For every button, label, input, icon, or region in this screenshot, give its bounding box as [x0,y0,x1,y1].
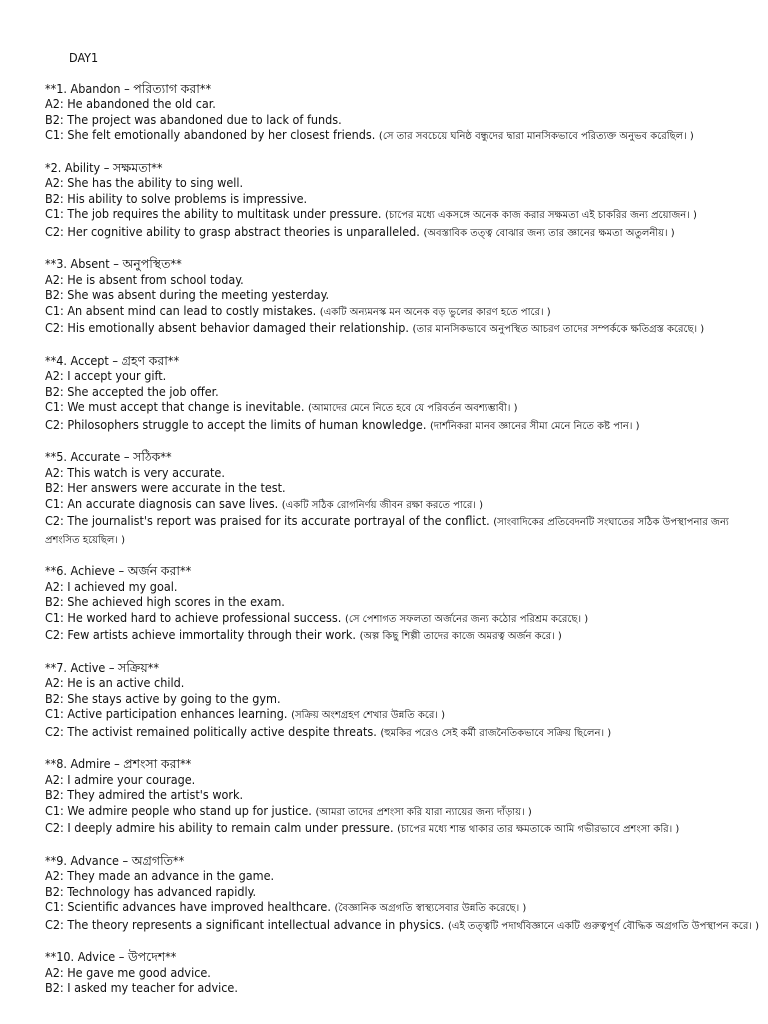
english-text: C2: Her cognitive ability to grasp abstract theories is unparalleled. [45,223,420,239]
day-title: DAY1 [69,50,99,65]
example-sentence [45,868,745,884]
english-text: B2: The project was abandoned due to lack of funds. [45,111,342,127]
bangla-translation: (আমরা তাদের প্রশংসা করি যারা ন্যায়ের জন্য দাঁড়ায়। ) [315,806,532,818]
english-text: C1: Scientific advances have improved healthcare. [45,899,331,914]
english-text: A2: I achieved my goal. [45,578,178,594]
english-text: C1: He worked hard to achieve professional success. [45,609,342,625]
example-sentence [45,287,745,303]
entry-heading: **6. Achieve – অর্জন করা** [45,563,192,578]
example-sentence [45,724,745,742]
english-text: C2: Few artists achieve immortality through their work. [45,627,356,642]
example-sentence [45,884,745,900]
example-sentence [45,480,745,496]
example-sentence [45,820,745,838]
bangla-translation: (একটি সঠিক রোগনির্ণয় জীবন রক্ষা করতে পারে। ) [281,499,483,511]
english-text: C1: Active participation enhances learning. [45,706,288,721]
english-text: C1: The job requires the ability to multitask under pressure. [45,206,382,221]
entry-heading: **9. Advance – অগ্রগতি** [45,852,185,868]
entry-heading: *2. Ability – সক্ষমতা** [45,159,163,175]
example-sentence [45,706,745,724]
example-sentence [45,465,745,481]
example-sentence [45,191,745,207]
bangla-translation: (তার মানসিকভাবে অনুপস্থিত আচরণ তাদের সম্পর্ককে ক্ষতিগ্রস্ত করেছে। ) [412,324,705,335]
entry-heading: **7. Active – সক্রিয়** [45,659,159,675]
bangla-translation: (এই তত্ত্বটি পদার্থবিজ্ঞানে একটি গুরুত্বপূর্ণ বৌদ্ধিক অগ্রগতি উপস্থাপন করে। ) [447,920,759,932]
vocab-entry [45,852,759,935]
bangla-translation: (অল্প কিছু শিল্পী তাদের কাজে অমরত্ব অর্জন করে। ) [359,631,562,642]
english-text: A2: This watch is very accurate. [45,464,225,480]
example-sentence [45,320,745,338]
example-sentence [45,691,745,707]
example-sentence [45,787,745,803]
english-text: B2: Her answers were accurate in the test. [45,480,286,495]
vocab-entry [45,256,745,338]
english-text: B2: She accepted the job offer. [45,383,219,399]
example-sentence [45,496,745,514]
example-sentence [45,610,745,628]
vocab-entry [45,449,745,548]
example-sentence [45,417,745,435]
example-sentence [45,594,745,610]
entry-heading: **5. Accurate – সঠিক** [45,449,172,464]
example-sentence [45,112,745,128]
vocab-entry [45,660,745,742]
example-sentence [45,127,745,145]
vocab-entry [45,81,745,145]
vocab-entry [45,949,745,996]
english-text: C1: She felt emotionally abandoned by her closest friends. [45,127,376,142]
english-text: C2: His emotionally absent behavior damaged their relationship. [45,320,409,335]
english-text: C2: I deeply admire his ability to remain calm under pressure. [45,820,394,835]
english-text: C1: An accurate diagnosis can save lives. [45,495,279,511]
english-text: C1: We admire people who stand up for justice. [45,802,312,818]
english-text: C1: An absent mind can lead to costly mistakes. [45,302,317,318]
vocab-entry [45,563,745,645]
bangla-translation: (চাপের মধ্যে একসঙ্গে অনেক কাজ করার সক্ষমতা এই চাকরির জন্য প্রয়োজন। ) [385,210,697,221]
bangla-translation: (দার্শনিকরা মানব জ্ঞানের সীমা মেনে নিতে কষ্ট পান। ) [429,420,640,432]
bangla-translation: (সে তার সবচেয়ে ঘনিষ্ঠ বন্ধুদের দ্বারা মানসিকভাবে পরিত্যক্ত অনুভব করেছিল। ) [378,131,694,142]
example-sentence [45,272,745,288]
vocab-entry [45,160,745,242]
example-sentence [45,803,745,821]
english-text: A2: They made an advance in the game. [45,868,275,883]
english-text: A2: I accept your gift. [45,368,167,383]
example-sentence [45,399,745,417]
english-text: A2: He is absent from school today. [45,271,244,287]
bangla-translation: (বৈজ্ঞানিক অগ্রগতি স্বাস্থ্যসেবার উন্নতি করেছে। ) [334,903,527,914]
english-text: C1: We must accept that change is inevitable. [45,399,305,414]
english-text: A2: He gave me good advice. [45,964,211,980]
english-text: B2: His ability to solve problems is impressive. [45,190,308,206]
example-sentence [45,384,745,400]
example-sentence [45,579,745,595]
example-sentence [45,206,745,224]
entry-heading: **4. Accept – গ্রহণ করা** [45,352,180,368]
entry-heading: **3. Absent – অনুপস্থিত** [45,256,182,271]
english-text: C2: The activist remained politically active despite threats. [45,723,377,739]
bangla-translation: (হুমকির পরেও সেই কর্মী রাজনৈতিকভাবে সক্রিয় ছিলেন। ) [380,727,612,739]
english-text: B2: They admired the artist's work. [45,787,244,802]
vocab-entry [45,756,745,838]
example-sentence [45,675,745,691]
english-text: A2: She has the ability to sing well. [45,175,244,190]
bangla-translation: (অবস্তাবিক তত্ত্ব বোঝার জন্য তার জ্ঞানের ক্ষমতা অতুলনীয়। ) [423,227,675,239]
english-text: B2: Technology has advanced rapidly. [45,883,257,899]
bangla-translation: (সক্রিয় অংশগ্রহণ শেখার উন্নতি করে। ) [291,710,446,721]
document-page [45,50,759,1011]
example-sentence [45,368,745,384]
example-sentence [45,899,745,917]
english-text: B2: I asked my teacher for advice. [45,980,238,995]
entry-heading: **1. Abandon – পরিত্যাগ করা** [45,80,212,96]
english-text: A2: He is an active child. [45,675,185,690]
english-text: B2: She stays active by going to the gym. [45,690,281,706]
example-sentence [45,627,745,645]
entry-heading: **10. Advice – উপদেশ** [45,949,177,964]
entry-heading: **8. Admire – প্রশংসা করা** [45,756,192,771]
example-sentence [45,916,759,935]
example-sentence [45,175,745,191]
bangla-translation: (চাপের মধ্যে শান্ত থাকার তার ক্ষমতাকে আমি গভীরভাবে প্রশংসা করি। ) [397,824,680,835]
example-sentence [45,513,745,548]
example-sentence [45,303,745,321]
english-text: A2: He abandoned the old car. [45,96,216,111]
english-text: A2: I admire your courage. [45,771,196,787]
example-sentence [45,965,745,981]
vocabulary-list [45,80,759,996]
english-text: C2: The theory represents a significant intellectual advance in physics. [45,916,445,932]
vocab-entry [45,353,745,435]
example-sentence [45,980,745,996]
english-text: C2: The journalist's report was praised for its accurate portrayal of the conflict. [45,513,490,528]
english-text: B2: She was absent during the meeting yesterday. [45,287,330,302]
bangla-translation: (সাংবাদিকের প্রতিবেদনটি সংঘাতের সঠিক উপস্থাপনার জন্য প্রশংসিত হয়েছিল। ) [45,517,729,546]
bangla-translation: (সে পেশাগত সফলতা অর্জনের জন্য কঠোর পরিশ্রম করেছে। ) [344,613,589,625]
bangla-translation: (আমাদের মেনে নিতে হবে যে পরিবর্তন অবশ্যম্ভাবী। ) [307,403,518,414]
example-sentence [45,96,745,112]
example-sentence [45,224,745,242]
english-text: B2: She achieved high scores in the exam. [45,594,285,609]
bangla-translation: (একটি অন্যমনস্ক মন অনেক বড় ভুলের কারণ হতে পারে। ) [319,306,551,318]
english-text: C2: Philosophers struggle to accept the limits of human knowledge. [45,416,427,432]
example-sentence [45,772,745,788]
